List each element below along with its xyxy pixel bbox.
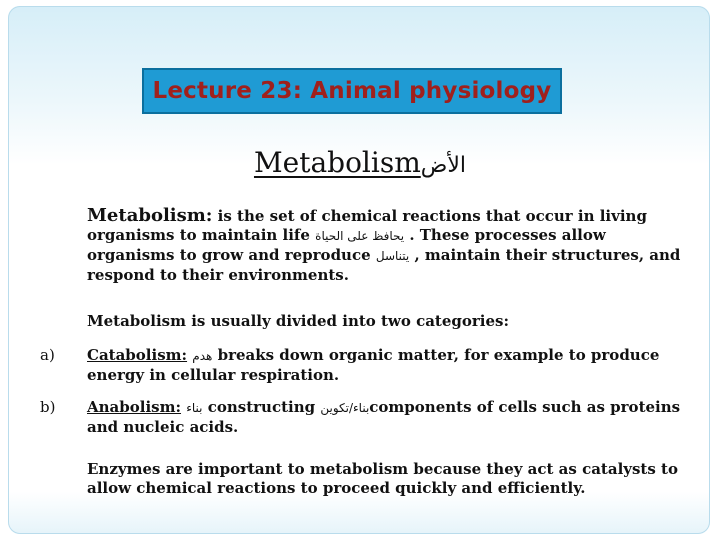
term-anabolism: Anabolism: <box>87 398 182 416</box>
item-text: Enzymes are important to metabolism because they act as catalysts to allow chemical reactions to proceed quickly and efficiently. <box>87 460 678 497</box>
list-item-categories <box>40 312 690 331</box>
title-box <box>142 68 562 114</box>
item-text-part: . These processes allow organisms to grow and reproduce <box>87 226 606 264</box>
list-item-enzymes <box>40 460 690 498</box>
item-text-part: components of cells such as proteins and nucleic acids. <box>87 398 681 436</box>
list-item-metabolism <box>40 206 690 285</box>
list-marker: b) <box>40 398 56 416</box>
arabic-translation: هدم <box>192 349 213 363</box>
arabic-translation: بناء/تكوين <box>320 401 370 415</box>
term-metabolism: Metabolism: <box>87 205 213 226</box>
slide-heading <box>0 146 720 183</box>
list-marker: a) <box>40 346 55 364</box>
bullet-icon <box>40 312 87 331</box>
item-text-part: breaks down organic matter, for example to produce energy in cellular respiration. <box>87 346 660 384</box>
item-text-part: constructing <box>202 398 321 416</box>
item-text-part: is the set of chemical reactions that occur in living organisms to maintain life <box>87 207 647 244</box>
item-text <box>87 398 690 437</box>
item-text: Metabolism is usually divided into two categories: <box>87 312 510 330</box>
list-item-catabolism <box>40 346 690 385</box>
heading-arabic: الأض <box>420 153 467 178</box>
item-text <box>87 346 690 385</box>
bullet-icon <box>40 206 87 285</box>
list-item-anabolism <box>40 398 690 437</box>
slide-title: Lecture 23: Animal physiology <box>152 78 552 104</box>
bullet-icon <box>40 460 87 498</box>
item-text <box>87 206 690 285</box>
heading-english: Metabolism <box>253 146 421 179</box>
item-text-part: , maintain their structures, and respond to their environments. <box>87 246 681 284</box>
arabic-translation: يحافظ على الحياة <box>315 229 405 243</box>
term-catabolism: Catabolism: <box>87 346 188 364</box>
arabic-translation: بناء <box>186 401 203 415</box>
arabic-translation: يتناسل <box>375 249 410 263</box>
